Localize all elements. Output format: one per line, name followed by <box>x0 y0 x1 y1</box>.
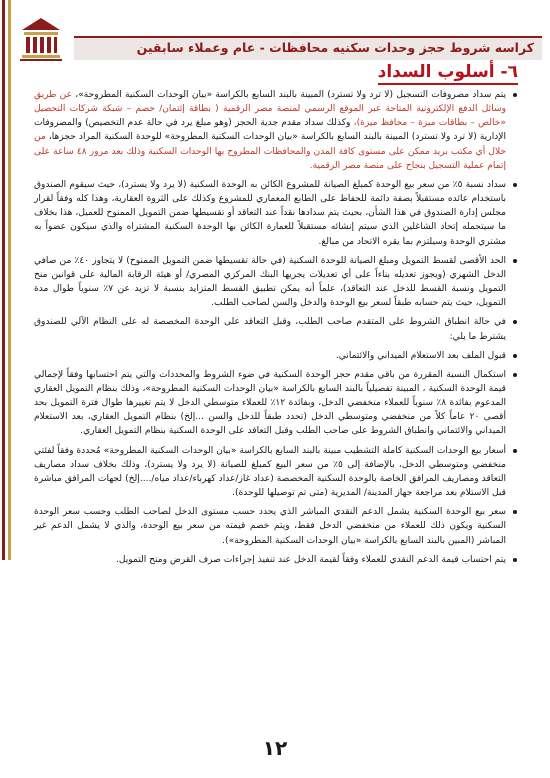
highlighted-text: من خلال أي مكتب بريد ممكن على مستوى كافة المدن والمحافظات المطروح بها الوحدات السكنية وذلك بعد مرور ٤٨ ساعة على إتمام عملية التسجيل بنجاح على منصة مصر الرقمية. <box>34 132 506 171</box>
body-text: سعر بيع الوحدة السكنية يشمل الدعم النقدي المباشر الذي يحدد حسب مستوى الدخل لصاحب الطلب وحسب سعر الوحدة السكنية ويكون ذلك للعملاء من منخفضي الدخل فقط، ويتم خصم قيمته من سعر بيع الوحدة، والذي لا يشمل الدعم غير المباشر (المبين بالبند السابع بالكراسة «بيان الوحدات السكنية المطروحة»). <box>34 507 506 546</box>
list-item <box>34 88 506 173</box>
list-item <box>34 505 506 547</box>
decorative-side-bars <box>2 0 14 560</box>
document-body <box>34 88 518 572</box>
list-item <box>34 349 506 363</box>
section-heading: ٦- أسلوب السداد <box>378 62 518 85</box>
body-text: قبول الملف بعد الاستعلام الميداني والائتماني. <box>335 350 506 361</box>
body-text: استكمال النسبة المقررة من باقي مقدم حجز الوحدة السكنية في ضوء الشروط والمحددات والتي يتم احتسابها وفقاً لإجمالي قيمة الوحدة السكنية ، المبينة تفصيلياً بالبند السابع بالكراسة «بيان الوحدات السكنية المطروحة»، وذلك بنظام التمويل العقاري المدعوم بفائدة ٨٪ سنوياً للعملاء منخفضي الدخل، وبفائدة ١٢٪ للعملاء متوسطي الدخل لا يتم تغييرها طوال فترة التمويل بحد أقصى ٢٠ عاماً كلاً من منخفضي ومتوسطي الدخل (تحدد طبقاً للدخل والسن ...إلخ) بنظام التمويل العقاري، بعد الاستعلام الميداني والائتماني وانطباق الشروط على صاحب الطلب وقبل التعاقد على الوحدة السكنية بنظام التمويل العقاري. <box>34 369 506 437</box>
list-item <box>34 368 506 439</box>
list-item <box>34 315 506 343</box>
side-bar-gold <box>8 0 11 560</box>
highlighted-text: عن طريق وسائل الدفع الإلكترونية المتاحة عبر الموقع الرسمي لمنصة مصر الرقمية ( بطاقة إئتمان/ خصم – شبكة شركات التحصيل «خالص – بطاقات ميزة – محافظ ميزة)، <box>34 90 506 129</box>
list-item <box>34 254 506 311</box>
page-number: ١٢ <box>262 736 288 760</box>
list-item <box>34 178 506 249</box>
side-bar-red <box>2 0 5 560</box>
body-text: يتم احتساب قيمة الدعم النقدي للعملاء وفقاً لقيمة الدخل عند تنفيذ إجراءات صرف القرض ومنح التمويل. <box>115 554 506 565</box>
body-text: وكذلك سداد مقدم جدية الحجز (وهو مبلغ يرد في حالة عدم التخصيص) والمصروفات الإدارية (لا ترد ولا تسترد) المبينة بالبند السابع بالكراسة «بيان الوحدات السكنية المطروحة» للوحدة السكنية المراد حجزها، <box>34 118 506 143</box>
body-text: أسعار بيع الوحدات السكنية كاملة التشطيب مبينة بالبند السابع بالكراسة «بيان الوحدات السكنية المطروحة» مُحددة وفقاً لفئتي منخفضي ومتوسطي الدخل، بالإضافة إلى ٥٪ من سعر البيع كمبلغ للصيانة (لا يرد ولا يسترد)، وذلك بخلاف سداد مصاريف التعاقد ومصاريف المرافق الخاصة بالوحدة السكنية المخصصة (عداد غاز/عداد كهرباء/عداد مياه/....إلخ) لجهات المرافق مباشرة قبل الاستلام بعد مراجعة جهاز المدينة/ المديرية (متى تم توصيلها للوحدة). <box>34 445 506 499</box>
page-header <box>14 14 544 64</box>
document-title: كراسه شروط حجز وحدات سكنيه محافظات - عام وعملاء سابقين <box>136 40 534 55</box>
payment-terms-list <box>34 88 518 567</box>
body-text: الحد الأقصى لقسط التمويل ومبلغ الصيانة للوحدة السكنية (في حالة تقسيطها ضمن التمويل الممنوح) لا يتجاوز ٤٠٪ من صافي الدخل الشهري (ويجوز تعديله بناءاً على أي تعديلات يجريها البنك المركزي المصري/ أو هيئة الرقابة المالية على قوانين منح التمويل ونسبة القسط للدخل عند التعاقد)، علماً أنه يمكن تطبيق القسط المتزايد بنسبة لا تزيد عن ٧٪ سنوياً طوال مدة التمويل، حيث يتم حسابه طبقاً لسعر بيع الوحدة والدخل والسن لصاحب الطلب. <box>34 255 506 309</box>
body-text: سداد نسبة ٥٪ من سعر بيع الوحدة كمبلغ الصيانة للمشروع الكائن به الوحدة السكنية (لا يرد ولا يسترد)، حيث سيقوم الصندوق باستخدام عائده مستقبلاً بصفة دائمة للحفاظ على الطابع المعماري للمشروع وكذلك على الثروة العقارية، وهذا كله وفقاً لقرار مجلس إدارة الصندوق في هذا الشأن، بحيث يتم سدادها نقداً عند التعاقد أو تقسيطها ضمن التمويل الممنوح للعميل، هذا بخلاف ما سيتحمله إتحاد الشاغلين الذي سيتم إنشائه مستقبلاً للعمارة الكائن بها الوحدة السكنية المشتراه والذي سيكون عضواً به مشتري الوحدة وسيلتزم بما يقره الاتحاد من مبالغ. <box>34 179 506 247</box>
body-text: يتم سداد مصروفات التسجيل (لا ترد ولا تسترد) المبينة بالبند السابع بالكراسة «بيان الوحدات السكنية المطروحة»، <box>72 90 506 100</box>
body-text: في حالة انطباق الشروط على المتقدم صاحب الطلب، وقبل التعاقد على الوحدة المخصصة له على النظام الآلي للصندوق يشترط ما يلي: <box>34 317 506 342</box>
fund-logo-icon <box>14 14 68 64</box>
header-bar <box>74 36 542 60</box>
list-item <box>34 553 506 567</box>
list-item <box>34 444 506 501</box>
